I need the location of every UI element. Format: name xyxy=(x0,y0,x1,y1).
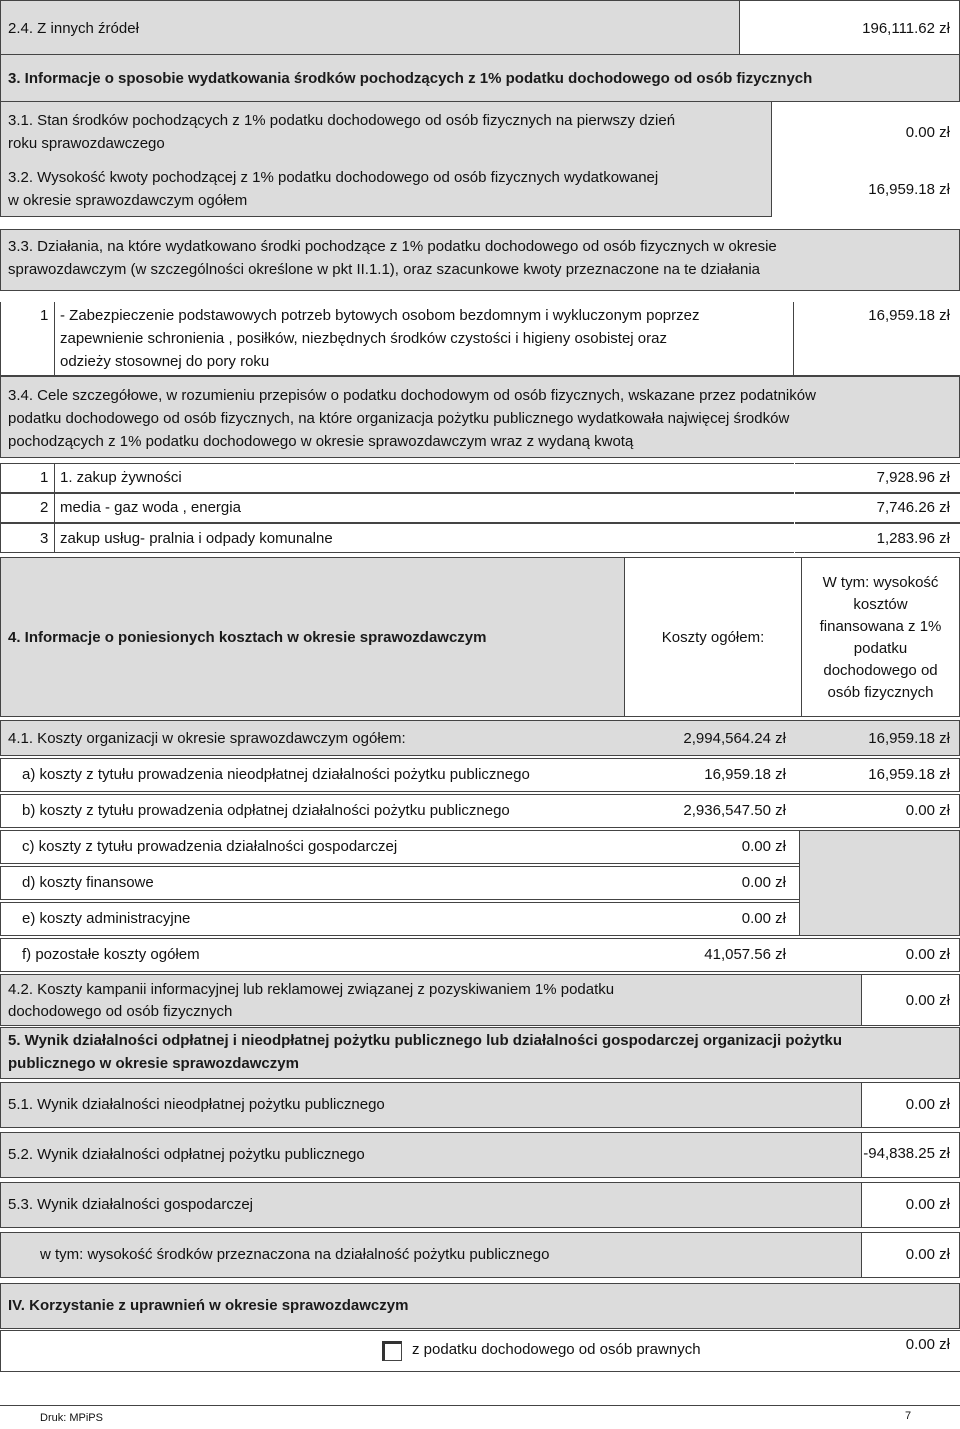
row-3-2-label-2: w okresie sprawozdawczym ogółem xyxy=(8,192,248,209)
section-4-col-1pct-6: osób fizycznych xyxy=(827,684,934,701)
row-3-4-label-2: podatku dochodowego od osób fizycznych, na które organizacja pożytku publicznego wydatkowała najwięcej środków xyxy=(8,410,790,427)
row-4-b-label: b) koszty z tytułu prowadzenia odpłatnej działalności pożytku publicznego xyxy=(22,802,510,819)
footer-rule xyxy=(0,1405,960,1406)
section-iv-value: 0.00 zł xyxy=(905,1336,950,1353)
row-4-a-total: 16,959.18 zł xyxy=(704,766,786,783)
row-5-3-value: 0.00 zł xyxy=(905,1196,950,1213)
row-3-4-num-divider xyxy=(54,463,55,553)
section-5-title-2: publicznego w okresie sprawozdawczym xyxy=(8,1055,299,1072)
row-4-b-pct: 0.00 zł xyxy=(905,802,950,819)
footer-page: 7 xyxy=(905,1410,912,1422)
row-4-f-label: f) pozostałe koszty ogółem xyxy=(22,946,200,963)
row-4-a-pct: 16,959.18 zł xyxy=(868,766,950,783)
row-3-4-item-2-value: 7,746.26 zł xyxy=(876,499,950,516)
row-5-2-label: 5.2. Wynik działalności odpłatnej pożytku publicznego xyxy=(8,1146,365,1163)
row-3-4-item-2-text: media - gaz woda , energia xyxy=(60,499,241,516)
row-4-c-total: 0.00 zł xyxy=(741,838,786,855)
row-4-2-label-2: dochodowego od osób fizycznych xyxy=(8,1003,233,1020)
row-4-f-pct: 0.00 zł xyxy=(905,946,950,963)
row-3-4-label-1: 3.4. Cele szczegółowe, w rozumieniu przepisów o podatku dochodowym od osób fizycznych, wskazane przez podatników xyxy=(8,387,816,404)
section-4-col-total: Koszty ogółem: xyxy=(661,629,765,646)
row-4-b-total: 2,936,547.50 zł xyxy=(683,802,786,819)
row-3-3-item-text-2: zapewnienie schronienia , posiłków, niezbędnych środków czystości i higieny osobistej oraz xyxy=(60,330,667,347)
row-4-2-value: 0.00 zł xyxy=(905,992,950,1009)
row-4-a-label: a) koszty z tytułu prowadzenia nieodpłatnej działalności pożytku publicznego xyxy=(22,766,530,783)
row-5-3-sub-value: 0.00 zł xyxy=(905,1246,950,1263)
footer-left: Druk: MPiPS xyxy=(40,1412,103,1424)
row-5-3-label: 5.3. Wynik działalności gospodarczej xyxy=(8,1196,253,1213)
section-5-title-1: 5. Wynik działalności odpłatnej i nieodpłatnej pożytku publicznego lub działalności gospodarczej organizacji pożytku xyxy=(8,1032,843,1049)
checkbox-cit-exemption[interactable] xyxy=(382,1341,402,1361)
row-3-4-item-2-num: 2 xyxy=(40,499,49,516)
section-4-col-1pct-5: dochodowego od xyxy=(823,662,938,679)
section-4-col-1pct-1: W tym: wysokość xyxy=(822,574,939,591)
row-3-3-item-num: 1 xyxy=(40,307,49,324)
row-2-4-label: 2.4. Z innych źródeł xyxy=(8,20,139,37)
row-3-4-item-1-num: 1 xyxy=(40,469,49,486)
section-3-title: 3. Informacje o sposobie wydatkowania środków pochodzących z 1% podatku dochodowego od osób fizycznych xyxy=(8,70,813,87)
row-4-c-label: c) koszty z tytułu prowadzenia działalności gospodarczej xyxy=(22,838,398,855)
row-4-2-label-1: 4.2. Koszty kampanii informacyjnej lub reklamowej związanej z pozyskiwaniem 1% podatku xyxy=(8,981,615,998)
row-3-1-value: 0.00 zł xyxy=(905,124,950,141)
row-3-2-label-1: 3.2. Wysokość kwoty pochodzącej z 1% podatku dochodowego od osób fizycznych wydatkowanej xyxy=(8,169,659,186)
checkbox-cit-exemption-label: z podatku dochodowego od osób prawnych xyxy=(412,1341,701,1358)
section-4-title: 4. Informacje o poniesionych kosztach w okresie sprawozdawczym xyxy=(8,629,487,646)
row-4-d-total: 0.00 zł xyxy=(741,874,786,891)
row-5-2-value: -94,838.25 zł xyxy=(863,1145,950,1162)
row-5-1-value: 0.00 zł xyxy=(905,1096,950,1113)
row-3-4-item-3-num: 3 xyxy=(40,530,49,547)
row-4-cde-blank xyxy=(799,830,960,936)
row-3-3-item-value: 16,959.18 zł xyxy=(868,307,950,324)
row-3-4-item-3-value: 1,283.96 zł xyxy=(876,530,950,547)
row-4-1-pct: 16,959.18 zł xyxy=(868,730,950,747)
row-4-e-label: e) koszty administracyjne xyxy=(22,910,191,927)
row-4-d-label: d) koszty finansowe xyxy=(22,874,154,891)
section-4-col-1pct-4: podatku xyxy=(853,640,908,657)
row-3-3-label-1: 3.3. Działania, na które wydatkowano środki pochodzące z 1% podatku dochodowego od osób fizycznych w okresie xyxy=(8,238,777,255)
row-3-1-label-1: 3.1. Stan środków pochodzących z 1% podatku dochodowego od osób fizycznych na pierwszy dzień xyxy=(8,112,676,129)
row-4-f-total: 41,057.56 zł xyxy=(704,946,786,963)
row-3-4-item-3-text: zakup usług- pralnia i odpady komunalne xyxy=(60,530,333,547)
section-iv-title: IV. Korzystanie z uprawnień w okresie sprawozdawczym xyxy=(8,1297,409,1314)
section-4-col-1pct-3: finansowana z 1% xyxy=(819,618,942,635)
row-5-1-label: 5.1. Wynik działalności nieodpłatnej pożytku publicznego xyxy=(8,1096,385,1113)
row-3-3-item-text-1: - Zabezpieczenie podstawowych potrzeb bytowych osobom bezdomnym i wykluczonym poprzez xyxy=(60,307,700,324)
row-4-1-total: 2,994,564.24 zł xyxy=(683,730,786,747)
row-5-3-sub-label: w tym: wysokość środków przeznaczona na działalność pożytku publicznego xyxy=(40,1246,550,1263)
row-4-1-label: 4.1. Koszty organizacji w okresie sprawozdawczym ogółem: xyxy=(8,730,406,747)
row-3-3-item-text-3: odzieży stosownej do pory roku xyxy=(60,353,270,370)
row-3-4-item-1-value: 7,928.96 zł xyxy=(876,469,950,486)
row-2-4-value: 196,111.62 zł xyxy=(862,20,950,37)
row-3-1-label-2: roku sprawozdawczego xyxy=(8,135,165,152)
row-3-3-label-2: sprawozdawczym (w szczególności określone w pkt II.1.1), oraz szacunkowe kwoty przeznaczone na te działania xyxy=(8,261,761,278)
row-3-4-label-3: pochodzących z 1% podatku dochodowego w okresie sprawozdawczym wraz z wydaną kwotą xyxy=(8,433,634,450)
row-3-4-value-divider xyxy=(794,463,795,553)
row-4-e-total: 0.00 zł xyxy=(741,910,786,927)
row-3-2-value: 16,959.18 zł xyxy=(868,181,950,198)
section-4-col-1pct-2: kosztów xyxy=(853,596,908,613)
row-3-4-item-1-text: 1. zakup żywności xyxy=(60,469,182,486)
